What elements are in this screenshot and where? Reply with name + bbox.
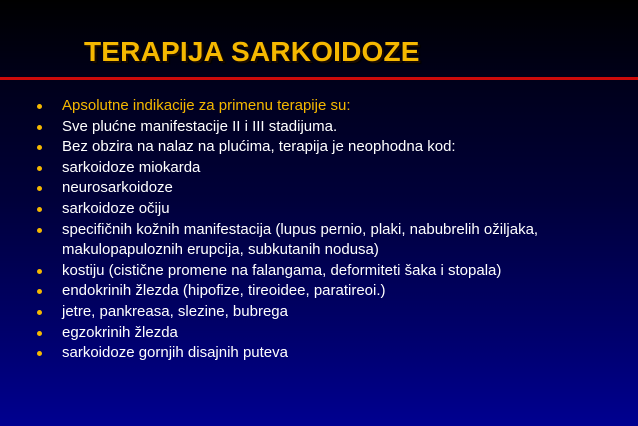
bullet-icon: [37, 331, 42, 336]
list-item-text: specifičnih kožnih manifestacija (lupus pernio, plaki, nabubrelih ožiljaka, makulopapuloznih erupcija, subkutanih nodusa): [62, 220, 539, 259]
list-item-text: sarkoidoze gornjih disajnih puteva: [62, 344, 288, 362]
list-item-text: Apsolutne indikacije za primenu terapije su:: [62, 97, 351, 114]
list-item: [0, 281, 638, 302]
list-item: [0, 178, 638, 199]
list-item: [0, 158, 638, 179]
bullet-icon: [37, 310, 42, 315]
list-item: [0, 96, 638, 117]
list-item-text: sarkoidoze očiju: [62, 199, 170, 217]
list-item-text: egzokrinih žlezda: [62, 323, 178, 341]
bullet-list: [0, 96, 638, 364]
list-item-text: sarkoidoze miokarda: [62, 158, 201, 176]
title-underline: [0, 77, 638, 80]
bullet-icon: [37, 351, 42, 356]
slide-title: TERAPIJA SARKOIDOZE: [84, 36, 420, 67]
list-item-text: Sve plućne manifestacije II i III stadijuma.: [62, 117, 338, 135]
list-item-text: Bez obzira na nalaz na plućima, terapija je neophodna kod:: [62, 138, 456, 156]
bullet-icon: [37, 228, 42, 233]
list-item-text: endokrinih žlezda (hipofize, tireoidee, paratireoi.): [62, 282, 386, 300]
bullet-icon: [37, 166, 42, 171]
bullet-icon: [37, 125, 42, 130]
list-item-text: kostiju (cistične promene na falangama, deformiteti šaka i stopala): [62, 261, 502, 279]
bullet-icon: [37, 289, 42, 294]
list-item: [0, 117, 638, 138]
list-item: [0, 343, 638, 364]
list-item: [0, 323, 638, 344]
bullet-icon: [37, 269, 42, 274]
list-item: [0, 137, 638, 158]
list-item: [0, 220, 638, 261]
bullet-icon: [37, 104, 42, 109]
list-item-text: neurosarkoidoze: [62, 179, 173, 197]
bullet-icon: [37, 207, 42, 212]
list-item: [0, 199, 638, 220]
list-item: [0, 302, 638, 323]
bullet-icon: [37, 145, 42, 150]
bullet-icon: [37, 186, 42, 191]
list-item-text: jetre, pankreasa, slezine, bubrega: [62, 302, 288, 320]
list-item: [0, 261, 638, 282]
